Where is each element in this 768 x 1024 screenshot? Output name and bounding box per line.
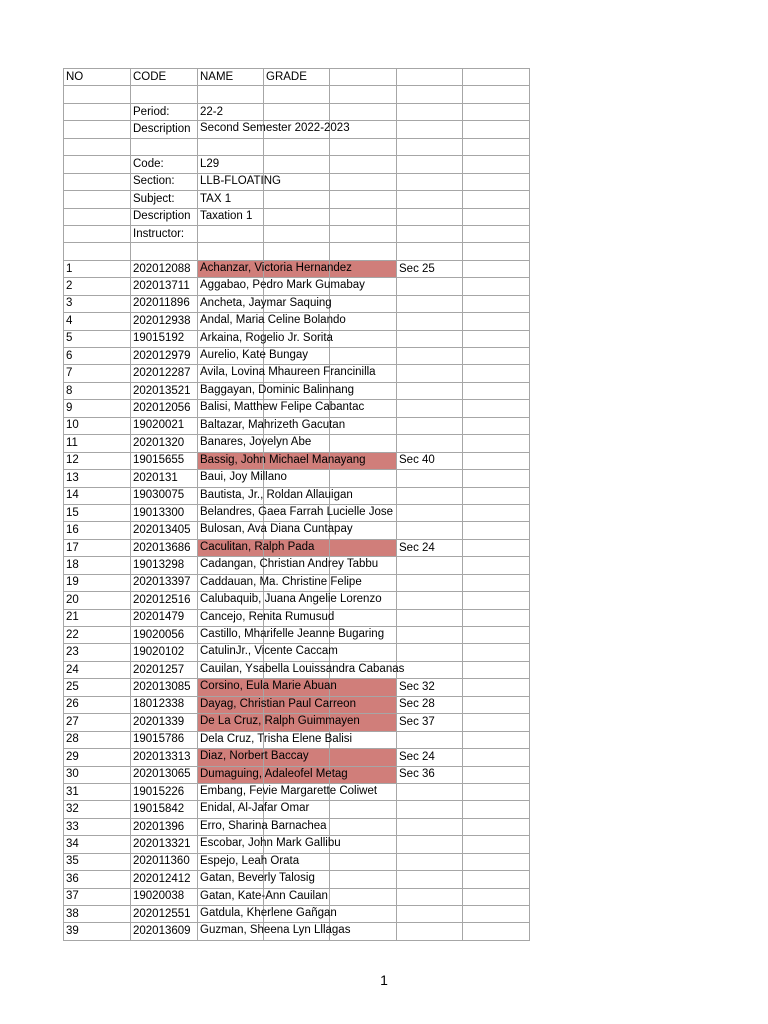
student-no: 11	[64, 435, 131, 452]
student-name: Espejo, Leah Orata	[200, 854, 300, 867]
student-no: 15	[64, 504, 131, 521]
student-no: 18	[64, 557, 131, 574]
student-no: 6	[64, 348, 131, 365]
table-row	[64, 557, 530, 574]
student-name: Dayag, Christian Paul Carreon	[200, 697, 356, 710]
student-code: 202013397	[131, 574, 198, 591]
student-name: Aurelio, Kate Bungay	[200, 349, 309, 361]
instructor-label: Instructor:	[131, 225, 198, 242]
student-note	[397, 818, 463, 835]
table-row	[64, 330, 530, 347]
table-row	[64, 906, 530, 923]
period-row	[64, 103, 530, 120]
student-no: 34	[64, 836, 131, 853]
student-name: Avila, Lovina Mhaureen Francinilla	[200, 366, 376, 379]
student-code: 19015842	[131, 801, 198, 818]
student-no: 19	[64, 574, 131, 591]
table-row	[64, 574, 530, 591]
section-value: LLB-FLOATING	[200, 174, 281, 187]
student-name: Gatan, Beverly Talosig	[200, 872, 315, 885]
table-row	[64, 435, 530, 452]
student-note	[397, 592, 463, 609]
code-row	[64, 156, 530, 173]
student-note	[397, 783, 463, 800]
subject-row	[64, 191, 530, 208]
student-note	[397, 487, 463, 504]
student-note: Sec 25	[397, 260, 463, 277]
student-code: 202013686	[131, 539, 198, 556]
student-no: 10	[64, 417, 131, 434]
table-row	[64, 348, 530, 365]
student-note	[397, 470, 463, 487]
student-no: 28	[64, 731, 131, 748]
code-value: L29	[198, 156, 264, 173]
section-label: Section:	[131, 173, 198, 190]
student-note	[397, 888, 463, 905]
student-code: 20201257	[131, 661, 198, 678]
student-note	[397, 574, 463, 591]
period-value: 22-2	[198, 103, 264, 120]
student-no: 32	[64, 801, 131, 818]
student-code: 20201396	[131, 818, 198, 835]
student-name: Cauilan, Ysabella Louissandra Cabanas	[200, 662, 405, 675]
student-no: 29	[64, 749, 131, 766]
table-row	[64, 452, 530, 469]
table-row	[64, 766, 530, 783]
student-note: Sec 24	[397, 539, 463, 556]
student-no: 7	[64, 365, 131, 382]
student-no: 4	[64, 313, 131, 330]
student-no: 31	[64, 783, 131, 800]
student-code: 202012551	[131, 906, 198, 923]
student-code: 20201479	[131, 609, 198, 626]
table-row	[64, 749, 530, 766]
student-no: 23	[64, 644, 131, 661]
description2-value: Taxation 1	[198, 208, 264, 225]
student-no: 20	[64, 592, 131, 609]
code-label: Code:	[131, 156, 198, 173]
student-code: 202013313	[131, 749, 198, 766]
subject-label: Subject:	[131, 191, 198, 208]
student-code: 202012287	[131, 365, 198, 382]
student-name: Baui, Joy Millano	[200, 471, 287, 484]
student-note	[397, 504, 463, 521]
student-code: 202011896	[131, 295, 198, 312]
student-no: 16	[64, 522, 131, 539]
student-name: Calubaquib, Juana Angelie Lorenzo	[200, 593, 382, 606]
student-name: Ancheta, Jaymar Saquing	[200, 296, 332, 309]
table-row	[64, 836, 530, 853]
student-note	[397, 557, 463, 574]
student-name: Dumaguing, Adaleofel Metag	[200, 767, 348, 780]
student-note	[397, 906, 463, 923]
student-no: 9	[64, 400, 131, 417]
student-note	[397, 435, 463, 452]
table-row	[64, 661, 530, 678]
table-row	[64, 644, 530, 661]
student-name: Balisi, Matthew Felipe Cabantac	[200, 401, 365, 414]
student-code: 19015655	[131, 452, 198, 469]
student-note: Sec 24	[397, 749, 463, 766]
blank-row	[64, 243, 530, 260]
student-code: 19015226	[131, 783, 198, 800]
table-row	[64, 627, 530, 644]
student-name: Cadangan, Christian Andrey Tabbu	[200, 558, 379, 571]
student-name: Banares, Jovelyn Abe	[200, 436, 312, 449]
student-name: Aggabao, Pedro Mark Gumabay	[200, 279, 365, 292]
student-note	[397, 853, 463, 870]
table-row	[64, 609, 530, 626]
description-row	[64, 121, 530, 138]
student-name: Castillo, Mharifelle Jeanne Bugaring	[200, 628, 385, 640]
table-row	[64, 923, 530, 940]
student-no: 26	[64, 696, 131, 713]
period-label: Period:	[131, 103, 198, 120]
table-row	[64, 731, 530, 748]
student-code: 19020056	[131, 627, 198, 644]
table-row	[64, 714, 530, 731]
student-note	[397, 836, 463, 853]
student-no: 35	[64, 853, 131, 870]
student-no: 27	[64, 714, 131, 731]
table-row	[64, 417, 530, 434]
student-code: 2020131	[131, 470, 198, 487]
student-no: 1	[64, 260, 131, 277]
student-note: Sec 40	[397, 452, 463, 469]
student-code: 202011360	[131, 853, 198, 870]
table-row	[64, 382, 530, 399]
table-row	[64, 818, 530, 835]
student-note	[397, 295, 463, 312]
student-note: Sec 36	[397, 766, 463, 783]
student-name: Caddauan, Ma. Christine Felipe	[200, 575, 362, 588]
student-code: 202012979	[131, 348, 198, 365]
student-note: Sec 28	[397, 696, 463, 713]
student-no: 25	[64, 679, 131, 696]
student-code: 202012056	[131, 400, 198, 417]
student-name: De La Cruz, Ralph Guimmayen	[200, 715, 360, 728]
student-no: 30	[64, 766, 131, 783]
student-note	[397, 871, 463, 888]
student-code: 19015192	[131, 330, 198, 347]
student-no: 17	[64, 539, 131, 556]
student-code: 202013085	[131, 679, 198, 696]
student-code: 202013609	[131, 923, 198, 940]
table-row	[64, 696, 530, 713]
description2-label: Description	[131, 208, 198, 225]
student-note	[397, 313, 463, 330]
description-value: Second Semester 2022-2023	[200, 122, 350, 135]
student-name: Erro, Sharina Barnachea	[200, 819, 327, 832]
student-name: Diaz, Norbert Baccay	[200, 750, 309, 763]
student-no: 12	[64, 452, 131, 469]
student-no: 22	[64, 627, 131, 644]
table-row	[64, 400, 530, 417]
student-no: 2	[64, 278, 131, 295]
student-no: 39	[64, 923, 131, 940]
student-note	[397, 923, 463, 940]
student-code: 20201320	[131, 435, 198, 452]
table-row	[64, 783, 530, 800]
table-row	[64, 888, 530, 905]
student-note	[397, 801, 463, 818]
blank-row	[64, 138, 530, 155]
student-no: 13	[64, 470, 131, 487]
student-code: 18012338	[131, 696, 198, 713]
table-row	[64, 522, 530, 539]
student-note	[397, 644, 463, 661]
class-record-sheet	[63, 68, 530, 941]
student-code: 19030075	[131, 487, 198, 504]
student-name: Caculitan, Ralph Pada	[200, 540, 315, 553]
student-no: 3	[64, 295, 131, 312]
page-number: 1	[380, 972, 388, 988]
header-row	[64, 69, 530, 86]
student-name: Baltazar, Mahrizeth Gacutan	[200, 418, 346, 431]
student-note	[397, 731, 463, 748]
student-code: 202012088	[131, 260, 198, 277]
student-code: 202012516	[131, 592, 198, 609]
student-code: 202012412	[131, 871, 198, 888]
student-name: Dela Cruz, Trisha Elene Balisi	[200, 732, 353, 745]
student-no: 5	[64, 330, 131, 347]
subject-value: TAX 1	[198, 191, 264, 208]
student-no: 38	[64, 906, 131, 923]
student-code: 19013298	[131, 557, 198, 574]
student-name: Arkaina, Rogelio Jr. Sorita	[200, 331, 333, 344]
student-note	[397, 417, 463, 434]
table-row	[64, 539, 530, 556]
student-name: Bautista, Jr., Roldan Allauigan	[200, 488, 353, 501]
student-no: 24	[64, 661, 131, 678]
table-row	[64, 260, 530, 277]
student-note	[397, 365, 463, 382]
header-name: NAME	[198, 69, 264, 86]
student-name: CatulinJr., Vicente Caccam	[200, 645, 338, 658]
instructor-row	[64, 225, 530, 242]
student-code: 202013065	[131, 766, 198, 783]
section-row	[64, 173, 530, 190]
student-code: 19020102	[131, 644, 198, 661]
student-name: Cancejo, Renita Rumusud	[200, 610, 335, 623]
blank-row	[64, 86, 530, 103]
student-code: 20201339	[131, 714, 198, 731]
table-row	[64, 853, 530, 870]
student-code: 202013711	[131, 278, 198, 295]
student-code: 19020038	[131, 888, 198, 905]
table-row	[64, 470, 530, 487]
student-note: Sec 32	[397, 679, 463, 696]
table-row	[64, 365, 530, 382]
student-code: 202013405	[131, 522, 198, 539]
student-note	[397, 522, 463, 539]
student-name: Corsino, Eula Marie Abuan	[200, 680, 337, 693]
table-row	[64, 592, 530, 609]
table-row	[64, 801, 530, 818]
student-name: Bulosan, Ava Diana Cuntapay	[200, 523, 353, 536]
header-grade: GRADE	[264, 69, 330, 86]
student-note	[397, 348, 463, 365]
table-row	[64, 679, 530, 696]
student-code: 202013321	[131, 836, 198, 853]
student-no: 8	[64, 382, 131, 399]
student-note	[397, 330, 463, 347]
student-no: 14	[64, 487, 131, 504]
table-row	[64, 278, 530, 295]
table-row	[64, 295, 530, 312]
header-code: CODE	[131, 69, 198, 86]
student-note	[397, 382, 463, 399]
student-no: 33	[64, 818, 131, 835]
student-name: Bassig, John Michael Manayang	[200, 453, 366, 466]
student-name: Embang, Fevie Margarette Coliwet	[200, 784, 378, 797]
table-row	[64, 504, 530, 521]
student-note	[397, 609, 463, 626]
instructor-value	[198, 225, 264, 242]
student-code: 19015786	[131, 731, 198, 748]
student-name: Baggayan, Dominic Balinnang	[200, 383, 355, 396]
student-code: 19013300	[131, 504, 198, 521]
description2-row	[64, 208, 530, 225]
header-no: NO	[64, 69, 131, 86]
student-no: 21	[64, 609, 131, 626]
student-note	[397, 661, 463, 678]
student-name: Guzman, Sheena Lyn Lllagas	[200, 924, 351, 937]
student-name: Gatan, Kate-Ann Cauilan	[200, 889, 328, 902]
table-row	[64, 313, 530, 330]
student-name: Enidal, Al-Jafar Omar	[200, 802, 310, 815]
student-name: Belandres, Gaea Farrah Lucielle Jose	[200, 505, 394, 518]
student-note: Sec 37	[397, 714, 463, 731]
table-row	[64, 871, 530, 888]
student-name: Andal, Maria Celine Bolando	[200, 314, 346, 327]
student-note	[397, 400, 463, 417]
student-no: 36	[64, 871, 131, 888]
student-name: Escobar, John Mark Gallibu	[200, 837, 341, 850]
student-note	[397, 627, 463, 644]
description-label: Description	[131, 121, 198, 138]
student-no: 37	[64, 888, 131, 905]
table-row	[64, 487, 530, 504]
student-code: 202012938	[131, 313, 198, 330]
student-note	[397, 278, 463, 295]
student-name: Achanzar, Victoria Hernandez	[200, 261, 352, 274]
student-code: 202013521	[131, 382, 198, 399]
student-code: 19020021	[131, 417, 198, 434]
student-name: Gatdula, Kherlene Gañgan	[200, 907, 337, 919]
